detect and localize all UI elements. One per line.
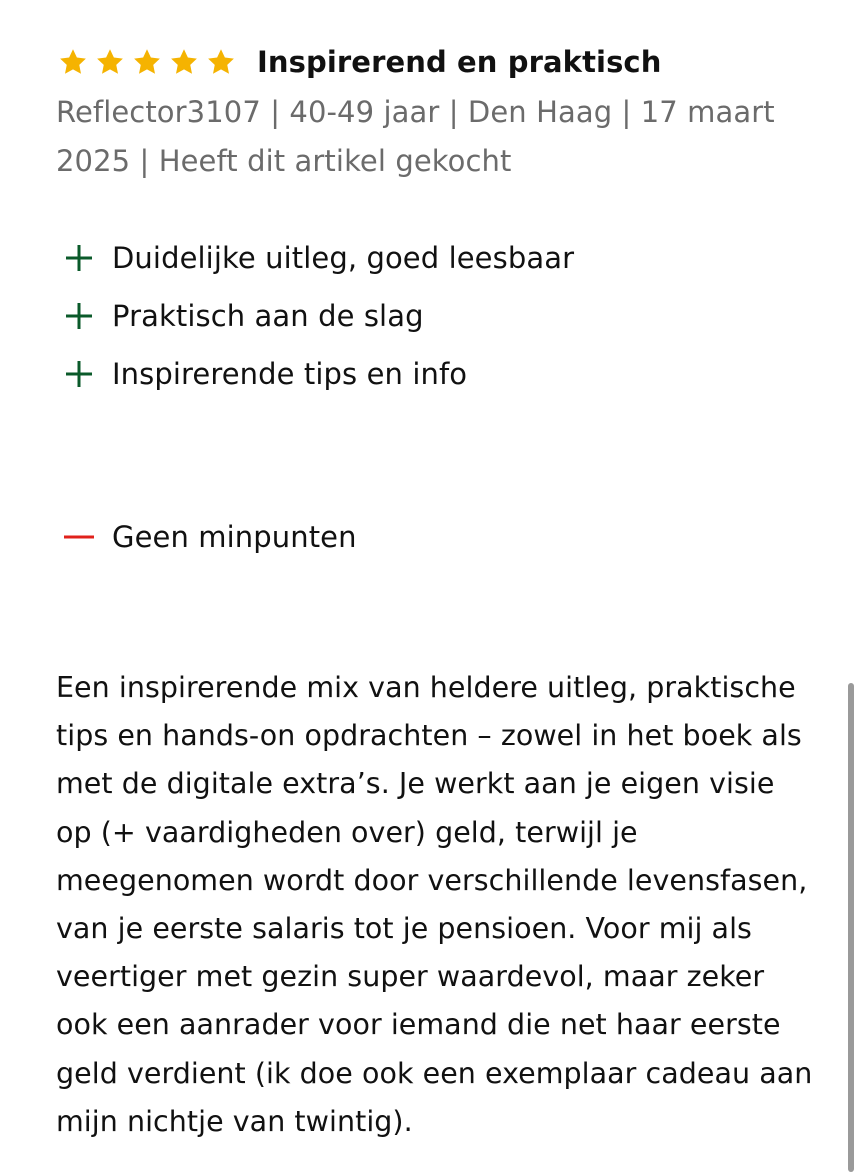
star-icon (58, 47, 88, 77)
review-header (58, 40, 661, 84)
con-text: Geen minpunten (112, 520, 357, 554)
scrollbar[interactable] (848, 683, 854, 1172)
pro-text: Praktisch aan de slag (112, 299, 424, 333)
star-icon (169, 47, 199, 77)
star-icon (132, 47, 162, 77)
pro-item (62, 345, 574, 403)
con-item (62, 508, 357, 566)
review-meta: Reflector3107 | 40-49 jaar | Den Haag | 17 maart 2025 | Heeft dit artikel gekocht (56, 95, 775, 178)
star-rating (58, 47, 243, 77)
star-icon (95, 47, 125, 77)
cons-list (62, 508, 357, 566)
plus-icon (62, 357, 96, 391)
review-title: Inspirerend en praktisch (257, 45, 662, 79)
minus-icon (62, 520, 96, 554)
review-body: Een inspirerende mix van heldere uitleg, praktische tips en hands-on opdrachten – zowel in het boek als met de digitale extra’s. Je werkt aan je eigen visie op (+ vaardigheden over) geld, terwijl je meegenomen wordt door verschillende levensfasen, van je eerste salaris tot je pensioen. Voor mij als veertiger met gezin super waardevol, maar zeker ook een aanrader voor iemand die net haar eerste geld verdient (ik doe ook een exemplaar cadeau aan mijn nichtje van twintig). (56, 671, 813, 1138)
pro-text: Inspirerende tips en info (112, 357, 468, 391)
plus-icon (62, 299, 96, 333)
pros-list (62, 229, 574, 403)
pro-item (62, 287, 574, 345)
plus-icon (62, 241, 96, 275)
pro-text: Duidelijke uitleg, goed leesbaar (112, 241, 575, 275)
star-icon (206, 47, 236, 77)
pro-item (62, 229, 574, 287)
